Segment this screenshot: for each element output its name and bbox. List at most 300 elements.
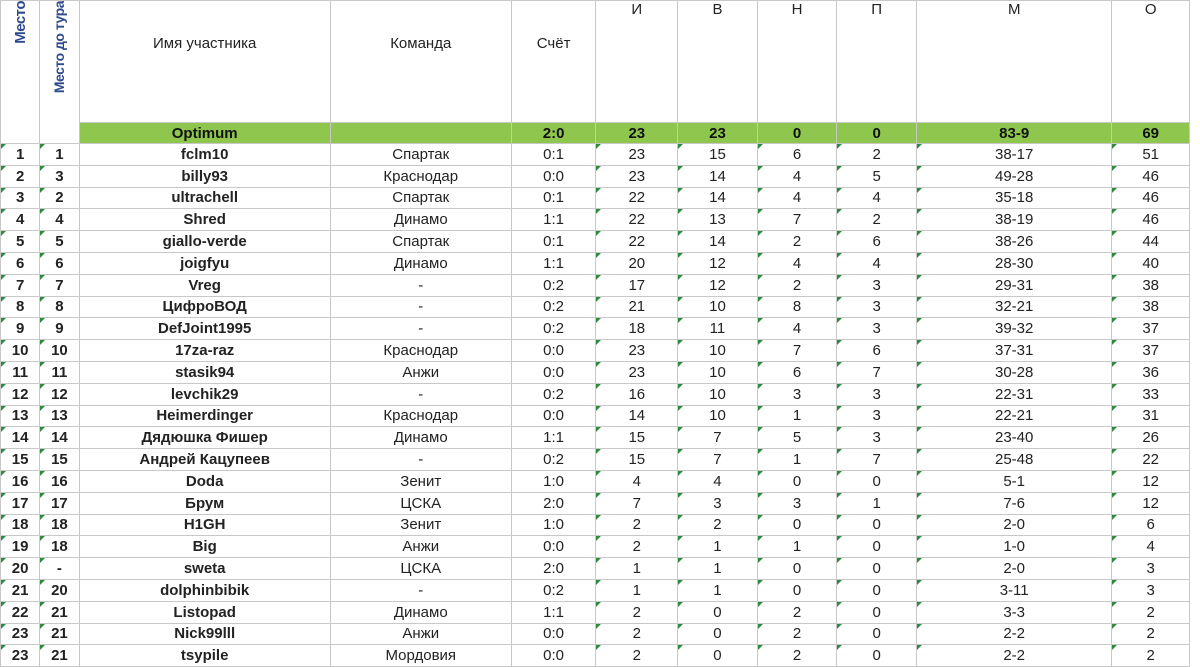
place-cell: 9 [1,318,40,340]
score-cell: 0:1 [511,144,596,166]
draws-cell: 0 [757,470,837,492]
score-cell: 0:2 [511,449,596,471]
score-cell: 0:0 [511,361,596,383]
draws-cell: 2 [757,623,837,645]
place-cell: 19 [1,536,40,558]
goals-cell: 1-0 [916,536,1111,558]
draws-cell: 1 [757,536,837,558]
games-cell: 2 [596,536,678,558]
team-cell: Спартак [330,187,511,209]
points-cell: 36 [1112,361,1190,383]
draws-cell: 0 [757,558,837,580]
losses-cell: 0 [837,470,917,492]
name-cell: giallo-verde [79,231,330,253]
header-points: О [1112,1,1190,123]
draws-cell: 1 [757,405,837,427]
wins-cell: 14 [678,187,758,209]
team-cell: Краснодар [330,165,511,187]
draws-cell: 0 [757,579,837,601]
games-cell: 2 [596,514,678,536]
games-cell: 22 [596,209,678,231]
table-row [1,231,1190,253]
points-cell: 46 [1112,209,1190,231]
optimum-draws: 0 [757,123,837,144]
games-cell: 14 [596,405,678,427]
score-cell: 0:2 [511,579,596,601]
header-row [1,1,1190,123]
score-cell: 2:0 [511,558,596,580]
optimum-points: 69 [1112,123,1190,144]
table-row [1,361,1190,383]
team-cell: - [330,274,511,296]
score-cell: 1:0 [511,470,596,492]
draws-cell: 7 [757,340,837,362]
table-row [1,470,1190,492]
losses-cell: 4 [837,187,917,209]
goals-cell: 22-21 [916,405,1111,427]
games-cell: 17 [596,274,678,296]
prev-place-cell: 1 [40,144,79,166]
prev-place-cell: 11 [40,361,79,383]
goals-cell: 2-2 [916,623,1111,645]
team-cell: Краснодар [330,405,511,427]
name-cell: H1GH [79,514,330,536]
losses-cell: 3 [837,296,917,318]
games-cell: 21 [596,296,678,318]
wins-cell: 10 [678,340,758,362]
name-cell: Брум [79,492,330,514]
wins-cell: 11 [678,318,758,340]
name-cell: 17za-raz [79,340,330,362]
team-cell: Зенит [330,514,511,536]
games-cell: 1 [596,579,678,601]
goals-cell: 38-19 [916,209,1111,231]
team-cell: Спартак [330,231,511,253]
place-cell: 20 [1,558,40,580]
draws-cell: 6 [757,361,837,383]
goals-cell: 2-0 [916,514,1111,536]
wins-cell: 0 [678,645,758,667]
prev-place-cell: 14 [40,427,79,449]
optimum-team [330,123,511,144]
table-row [1,536,1190,558]
prev-place-cell: - [40,558,79,580]
draws-cell: 5 [757,427,837,449]
losses-cell: 0 [837,579,917,601]
header-prev-place: Место до тура [40,1,79,144]
score-cell: 0:2 [511,296,596,318]
losses-cell: 7 [837,449,917,471]
goals-cell: 7-6 [916,492,1111,514]
place-cell: 23 [1,623,40,645]
name-cell: Doda [79,470,330,492]
header-wins: В [678,1,758,123]
team-cell: Динамо [330,427,511,449]
wins-cell: 3 [678,492,758,514]
wins-cell: 7 [678,427,758,449]
team-cell: - [330,449,511,471]
draws-cell: 3 [757,383,837,405]
place-cell: 17 [1,492,40,514]
score-cell: 1:1 [511,601,596,623]
table-row [1,514,1190,536]
place-cell: 16 [1,470,40,492]
draws-cell: 2 [757,231,837,253]
points-cell: 4 [1112,536,1190,558]
losses-cell: 3 [837,274,917,296]
place-cell: 18 [1,514,40,536]
place-cell: 8 [1,296,40,318]
standings-body [1,144,1190,667]
header-games: И [596,1,678,123]
name-cell: sweta [79,558,330,580]
goals-cell: 3-3 [916,601,1111,623]
goals-cell: 29-31 [916,274,1111,296]
losses-cell: 0 [837,536,917,558]
team-cell: - [330,579,511,601]
place-cell: 21 [1,579,40,601]
wins-cell: 1 [678,579,758,601]
games-cell: 15 [596,449,678,471]
prev-place-cell: 16 [40,470,79,492]
team-cell: Краснодар [330,340,511,362]
losses-cell: 1 [837,492,917,514]
wins-cell: 10 [678,296,758,318]
losses-cell: 3 [837,383,917,405]
prev-place-cell: 21 [40,601,79,623]
games-cell: 23 [596,340,678,362]
draws-cell: 3 [757,492,837,514]
goals-cell: 49-28 [916,165,1111,187]
prev-place-cell: 4 [40,209,79,231]
place-cell: 7 [1,274,40,296]
prev-place-cell: 3 [40,165,79,187]
prev-place-cell: 5 [40,231,79,253]
optimum-games: 23 [596,123,678,144]
goals-cell: 5-1 [916,470,1111,492]
draws-cell: 4 [757,187,837,209]
team-cell: ЦСКА [330,492,511,514]
points-cell: 46 [1112,165,1190,187]
team-cell: - [330,296,511,318]
score-cell: 1:0 [511,514,596,536]
points-cell: 44 [1112,231,1190,253]
table-row [1,601,1190,623]
losses-cell: 3 [837,318,917,340]
points-cell: 12 [1112,470,1190,492]
score-cell: 2:0 [511,492,596,514]
draws-cell: 4 [757,318,837,340]
place-cell: 5 [1,231,40,253]
table-row [1,144,1190,166]
place-cell: 13 [1,405,40,427]
games-cell: 2 [596,601,678,623]
games-cell: 20 [596,252,678,274]
points-cell: 2 [1112,623,1190,645]
games-cell: 23 [596,361,678,383]
points-cell: 31 [1112,405,1190,427]
games-cell: 16 [596,383,678,405]
points-cell: 3 [1112,558,1190,580]
name-cell: Big [79,536,330,558]
header-name: Имя участника [79,1,330,123]
optimum-row [1,123,1190,144]
draws-cell: 6 [757,144,837,166]
prev-place-cell: 12 [40,383,79,405]
wins-cell: 12 [678,252,758,274]
table-row [1,427,1190,449]
place-cell: 3 [1,187,40,209]
points-cell: 37 [1112,340,1190,362]
prev-place-cell: 10 [40,340,79,362]
table-row [1,558,1190,580]
team-cell: Динамо [330,209,511,231]
table-row [1,165,1190,187]
losses-cell: 2 [837,209,917,231]
games-cell: 23 [596,144,678,166]
table-row [1,645,1190,667]
games-cell: 23 [596,165,678,187]
team-cell: Анжи [330,361,511,383]
points-cell: 33 [1112,383,1190,405]
prev-place-cell: 9 [40,318,79,340]
score-cell: 0:0 [511,645,596,667]
wins-cell: 14 [678,231,758,253]
points-cell: 37 [1112,318,1190,340]
draws-cell: 7 [757,209,837,231]
points-cell: 38 [1112,274,1190,296]
place-cell: 10 [1,340,40,362]
prev-place-cell: 2 [40,187,79,209]
points-cell: 51 [1112,144,1190,166]
points-cell: 46 [1112,187,1190,209]
points-cell: 2 [1112,601,1190,623]
points-cell: 22 [1112,449,1190,471]
wins-cell: 0 [678,601,758,623]
place-cell: 14 [1,427,40,449]
wins-cell: 0 [678,623,758,645]
team-cell: Анжи [330,536,511,558]
goals-cell: 39-32 [916,318,1111,340]
place-cell: 15 [1,449,40,471]
games-cell: 2 [596,623,678,645]
table-row [1,449,1190,471]
score-cell: 0:2 [511,383,596,405]
name-cell: Nick99lll [79,623,330,645]
wins-cell: 4 [678,470,758,492]
prev-place-cell: 21 [40,623,79,645]
losses-cell: 5 [837,165,917,187]
wins-cell: 7 [678,449,758,471]
prev-place-cell: 18 [40,536,79,558]
draws-cell: 0 [757,514,837,536]
place-cell: 4 [1,209,40,231]
losses-cell: 7 [837,361,917,383]
goals-cell: 28-30 [916,252,1111,274]
team-cell: Спартак [330,144,511,166]
name-cell: ЦифроВОД [79,296,330,318]
wins-cell: 15 [678,144,758,166]
goals-cell: 23-40 [916,427,1111,449]
name-cell: tsypile [79,645,330,667]
table-row [1,187,1190,209]
score-cell: 0:2 [511,274,596,296]
losses-cell: 2 [837,144,917,166]
score-cell: 1:1 [511,209,596,231]
goals-cell: 37-31 [916,340,1111,362]
wins-cell: 1 [678,536,758,558]
prev-place-cell: 15 [40,449,79,471]
points-cell: 40 [1112,252,1190,274]
place-cell: 1 [1,144,40,166]
games-cell: 4 [596,470,678,492]
score-cell: 0:0 [511,340,596,362]
prev-place-cell: 6 [40,252,79,274]
score-cell: 0:2 [511,318,596,340]
optimum-name: Optimum [79,123,330,144]
prev-place-cell: 8 [40,296,79,318]
points-cell: 26 [1112,427,1190,449]
team-cell: ЦСКА [330,558,511,580]
name-cell: ultrachell [79,187,330,209]
name-cell: Listopad [79,601,330,623]
goals-cell: 2-2 [916,645,1111,667]
games-cell: 2 [596,645,678,667]
wins-cell: 10 [678,405,758,427]
score-cell: 0:1 [511,231,596,253]
optimum-wins: 23 [678,123,758,144]
name-cell: stasik94 [79,361,330,383]
name-cell: Андрей Кацупеев [79,449,330,471]
name-cell: billy93 [79,165,330,187]
table-row [1,623,1190,645]
name-cell: levchik29 [79,383,330,405]
losses-cell: 0 [837,601,917,623]
goals-cell: 32-21 [916,296,1111,318]
points-cell: 38 [1112,296,1190,318]
team-cell: Динамо [330,252,511,274]
team-cell: Мордовия [330,645,511,667]
name-cell: Heimerdinger [79,405,330,427]
name-cell: Дядюшка Фишер [79,427,330,449]
header-draws: Н [757,1,837,123]
place-cell: 12 [1,383,40,405]
goals-cell: 2-0 [916,558,1111,580]
score-cell: 0:0 [511,405,596,427]
score-cell: 0:0 [511,165,596,187]
wins-cell: 12 [678,274,758,296]
optimum-score: 2:0 [511,123,596,144]
score-cell: 1:1 [511,252,596,274]
table-row [1,383,1190,405]
games-cell: 7 [596,492,678,514]
optimum-losses: 0 [837,123,917,144]
team-cell: - [330,383,511,405]
place-cell: 6 [1,252,40,274]
losses-cell: 0 [837,645,917,667]
name-cell: dolphinbibik [79,579,330,601]
wins-cell: 1 [678,558,758,580]
goals-cell: 35-18 [916,187,1111,209]
name-cell: DefJoint1995 [79,318,330,340]
losses-cell: 0 [837,514,917,536]
table-row [1,209,1190,231]
team-cell: Динамо [330,601,511,623]
score-cell: 1:1 [511,427,596,449]
goals-cell: 3-11 [916,579,1111,601]
goals-cell: 38-26 [916,231,1111,253]
games-cell: 22 [596,231,678,253]
name-cell: Shred [79,209,330,231]
losses-cell: 3 [837,427,917,449]
draws-cell: 4 [757,165,837,187]
table-row [1,340,1190,362]
name-cell: joigfyu [79,252,330,274]
team-cell: Зенит [330,470,511,492]
header-goals: М [916,1,1111,123]
wins-cell: 14 [678,165,758,187]
games-cell: 15 [596,427,678,449]
wins-cell: 13 [678,209,758,231]
points-cell: 2 [1112,645,1190,667]
team-cell: Анжи [330,623,511,645]
table-row [1,492,1190,514]
optimum-goals: 83-9 [916,123,1111,144]
goals-cell: 25-48 [916,449,1111,471]
header-team: Команда [330,1,511,123]
wins-cell: 2 [678,514,758,536]
draws-cell: 2 [757,601,837,623]
prev-place-cell: 18 [40,514,79,536]
place-cell: 11 [1,361,40,383]
goals-cell: 38-17 [916,144,1111,166]
losses-cell: 3 [837,405,917,427]
goals-cell: 30-28 [916,361,1111,383]
draws-cell: 8 [757,296,837,318]
losses-cell: 6 [837,340,917,362]
losses-cell: 0 [837,623,917,645]
place-cell: 2 [1,165,40,187]
prev-place-cell: 13 [40,405,79,427]
draws-cell: 4 [757,252,837,274]
table-row [1,296,1190,318]
table-row [1,318,1190,340]
score-cell: 0:0 [511,536,596,558]
table-row [1,252,1190,274]
prev-place-cell: 7 [40,274,79,296]
place-cell: 23 [1,645,40,667]
losses-cell: 6 [837,231,917,253]
games-cell: 18 [596,318,678,340]
team-cell: - [330,318,511,340]
losses-cell: 0 [837,558,917,580]
header-place: Место [1,1,40,144]
games-cell: 22 [596,187,678,209]
table-row [1,405,1190,427]
prev-place-cell: 21 [40,645,79,667]
wins-cell: 10 [678,383,758,405]
draws-cell: 1 [757,449,837,471]
table-row [1,274,1190,296]
table-row [1,579,1190,601]
draws-cell: 2 [757,274,837,296]
points-cell: 12 [1112,492,1190,514]
prev-place-cell: 17 [40,492,79,514]
wins-cell: 10 [678,361,758,383]
points-cell: 6 [1112,514,1190,536]
score-cell: 0:0 [511,623,596,645]
points-cell: 3 [1112,579,1190,601]
